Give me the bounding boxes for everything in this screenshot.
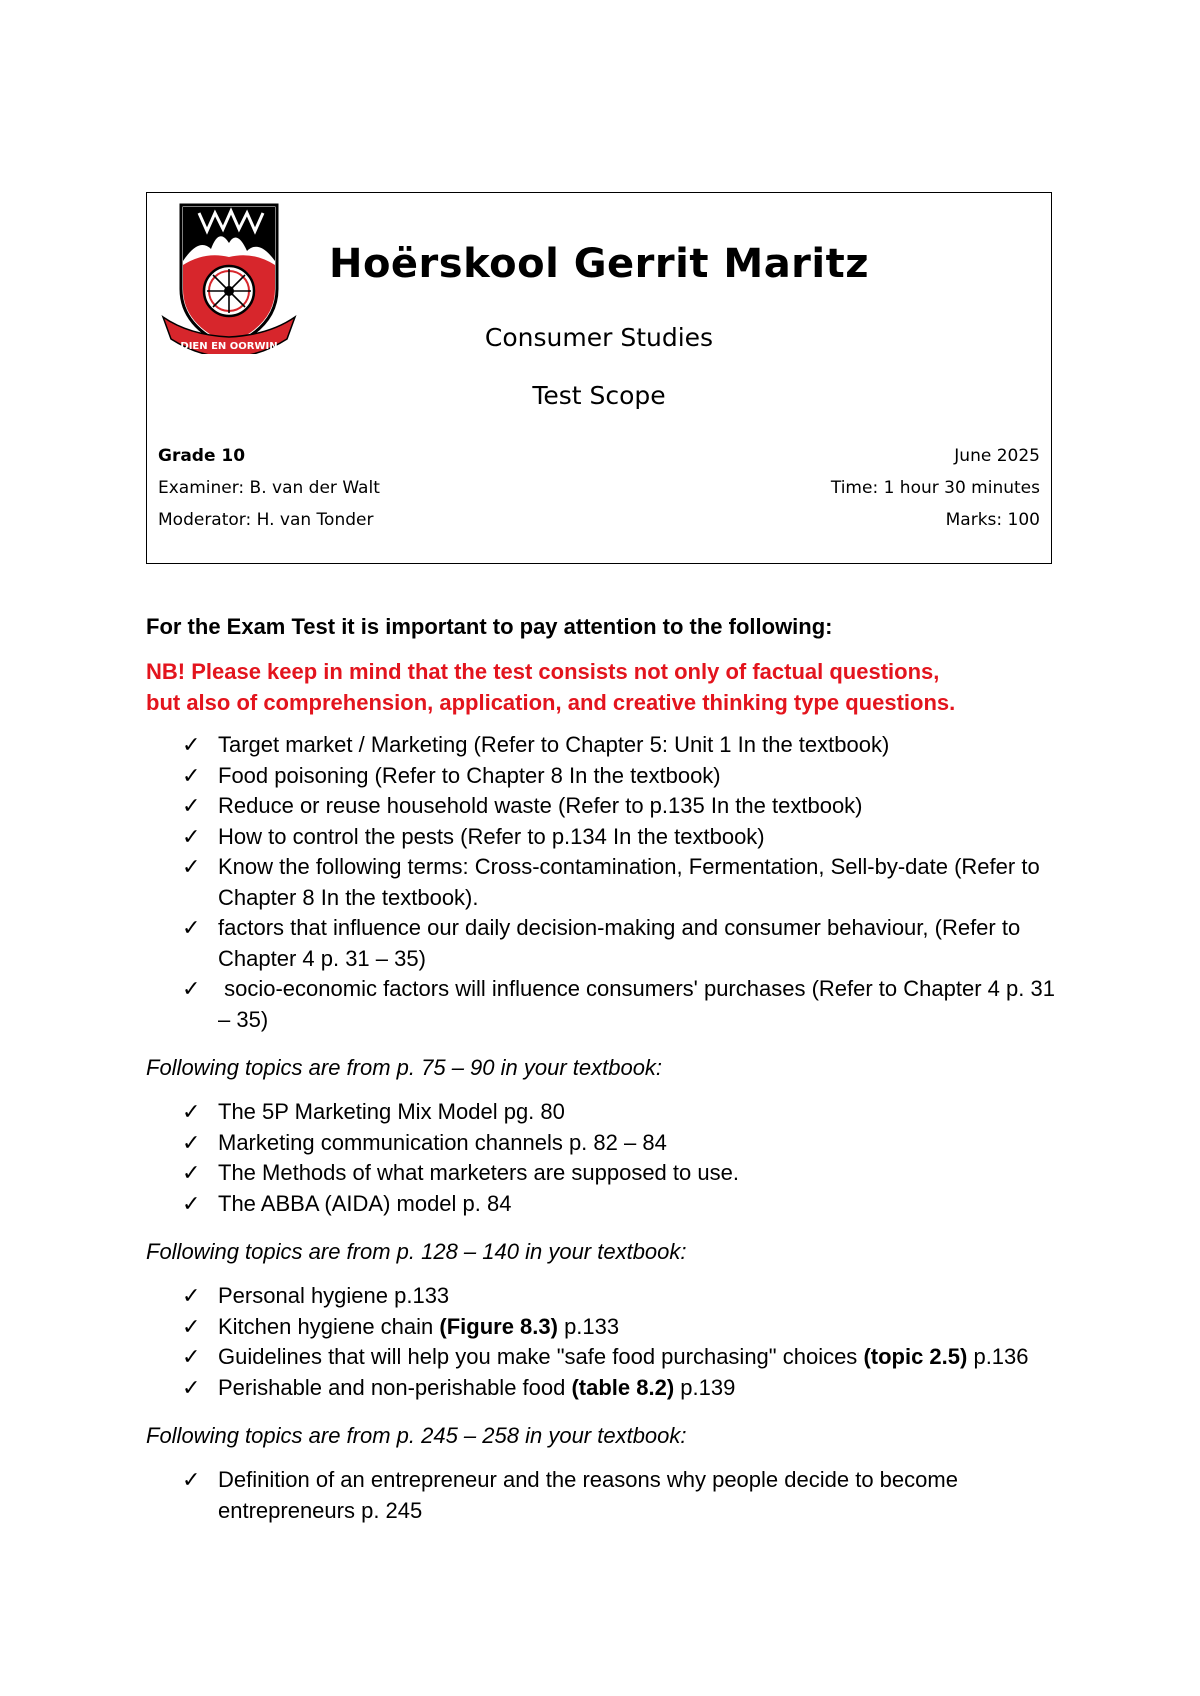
- subject-title: Consumer Studies: [484, 323, 714, 352]
- check-icon: ✓: [182, 1129, 201, 1155]
- check-icon: ✓: [182, 976, 201, 1001]
- list-item: ✓ Know the following terms: Cross-contamination, Fermentation, Sell-by-date (Refer to Chapter 8 In the textbook).: [182, 854, 1040, 910]
- date-label: June 2025: [954, 446, 1040, 466]
- intro-text: For the Exam Test it is important to pay attention to the following:: [146, 614, 833, 639]
- list-item: ✓ Kitchen hygiene chain (Figure 8.3) p.133: [146, 1312, 1066, 1343]
- document-body: [146, 612, 1066, 1534]
- list-item: ✓ Marketing communication channels p. 82 – 84: [146, 1128, 1066, 1159]
- crest-motto: DIEN EN OORWIN: [180, 341, 278, 352]
- checklist-hygiene: [146, 1281, 1066, 1403]
- check-icon: ✓: [182, 1099, 201, 1124]
- list-item: ✓ Target market / Marketing (Refer to Chapter 5: Unit 1 In the textbook): [146, 730, 1066, 761]
- check-icon: ✓: [182, 1283, 201, 1308]
- list-item: ✓ Food poisoning (Refer to Chapter 8 In the textbook): [146, 761, 1066, 792]
- header-box: [146, 192, 1052, 564]
- check-icon: ✓: [182, 823, 201, 849]
- checklist-marketing: [146, 1097, 1066, 1219]
- check-icon: ✓: [182, 1313, 201, 1339]
- nb-line-2: but also of comprehension, application, and creative thinking type questions.: [146, 690, 956, 715]
- list-item: ✓ The Methods of what marketers are supposed to use.: [146, 1158, 1066, 1189]
- check-icon: ✓: [182, 1467, 201, 1492]
- check-icon: ✓: [182, 854, 201, 879]
- check-icon: ✓: [182, 915, 201, 940]
- check-icon: ✓: [182, 1190, 201, 1216]
- list-item: ✓ How to control the pests (Refer to p.134 In the textbook): [146, 822, 1066, 853]
- examiner-label: Examiner: B. van der Walt: [158, 478, 380, 498]
- info-left: [158, 440, 380, 536]
- list-item: ✓ The ABBA (AIDA) model p. 84: [146, 1189, 1066, 1220]
- document-type: Test Scope: [532, 381, 666, 410]
- grade-label: Grade 10: [158, 446, 246, 466]
- checklist-general: [146, 730, 1066, 1035]
- marks-label: Marks: 100: [945, 510, 1040, 530]
- list-item: ✓ factors that influence our daily decision-making and consumer behaviour, (Refer to Chapter 4 p. 31 – 35): [182, 915, 1021, 971]
- time-label: Time: 1 hour 30 minutes: [830, 478, 1040, 498]
- list-item: ✓ Reduce or reuse household waste (Refer to p.135 In the textbook): [146, 791, 1066, 822]
- nb-line-1: NB! Please keep in mind that the test consists not only of factual questions,: [146, 659, 940, 684]
- section-heading-hygiene: Following topics are from p. 128 – 140 in your textbook:: [146, 1239, 687, 1264]
- list-item: ✓ Guidelines that will help you make "safe food purchasing" choices (topic 2.5) p.136: [146, 1342, 1066, 1373]
- list-item: ✓ The 5P Marketing Mix Model pg. 80: [146, 1097, 1066, 1128]
- check-icon: ✓: [182, 1160, 201, 1185]
- check-icon: ✓: [182, 762, 201, 788]
- nb-notice: [146, 656, 1066, 718]
- check-icon: ✓: [182, 1374, 201, 1400]
- check-icon: ✓: [182, 793, 201, 818]
- section-heading-entrepreneurship: Following topics are from p. 245 – 258 in your textbook:: [146, 1423, 687, 1448]
- list-item: ✓ Personal hygiene p.133: [146, 1281, 1066, 1312]
- check-icon: ✓: [182, 732, 201, 757]
- list-item: ✓ Definition of an entrepreneur and the reasons why people decide to become entrepreneurs p. 245: [182, 1467, 958, 1523]
- check-icon: ✓: [182, 1344, 201, 1369]
- section-heading-marketing: Following topics are from p. 75 – 90 in your textbook:: [146, 1055, 663, 1080]
- checklist-entrepreneurship: [146, 1465, 1066, 1526]
- list-item: ✓ Perishable and non-perishable food (table 8.2) p.139: [146, 1373, 1066, 1404]
- moderator-label: Moderator: H. van Tonder: [158, 510, 374, 530]
- info-right: [831, 440, 1040, 536]
- school-name: Hoërskool Gerrit Maritz: [328, 241, 870, 287]
- list-item: ✓ socio-economic factors will influence consumers' purchases (Refer to Chapter 4 p. 31 – 35): [182, 976, 1062, 1032]
